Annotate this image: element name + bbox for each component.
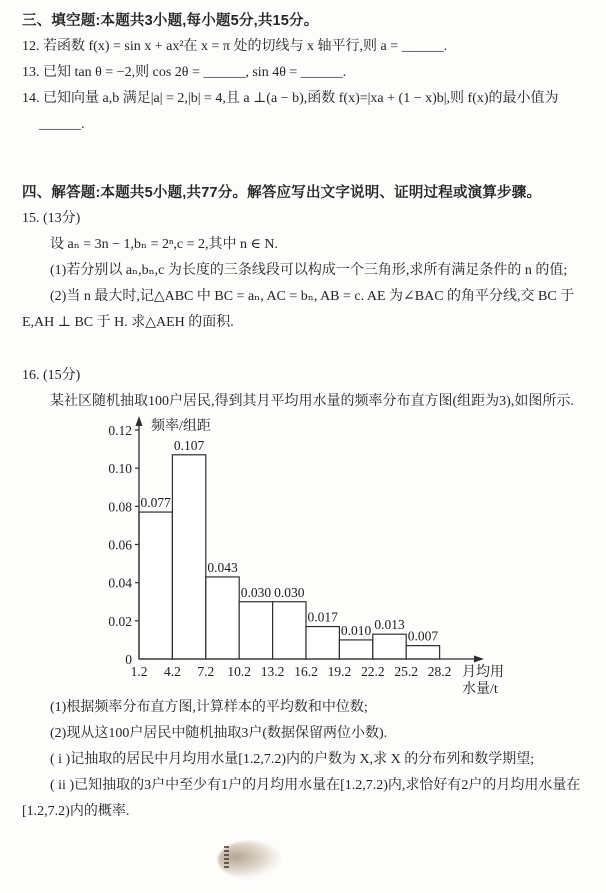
question-16-part2-i: ( i )记抽取的居民中月均用水量[1.2,7.2)内的户数为 X,求 X 的分布列和数学期望; [50, 752, 535, 767]
y-tick-label: 0 [125, 652, 132, 667]
question-15-part2: (2)当 n 最大时,记△ABC 中 BC = aₙ, AC = bₙ, AB = c. AE 为∠BAC 的角平分线,交 BC 于 E,AH ⊥ BC 于 H. 求△AEH 的面积. [22, 289, 575, 330]
histogram-bar [373, 634, 406, 659]
histogram-bar [273, 602, 306, 659]
section4-heading: 四、解答题:本题共5小题,共77分。解答应写出文字说明、证明过程或演算步骤。 [22, 185, 542, 201]
x-tick-label: 25.2 [394, 664, 419, 679]
bar-value-label: 0.043 [207, 559, 238, 575]
x-axis-arrow [474, 656, 484, 663]
bar-value-label: 0.030 [240, 584, 272, 600]
bar-value-label: 0.030 [274, 584, 305, 600]
question-15-part1: (1)若分别以 aₙ,bₙ,c 为长度的三条线段可以构成一个三角形,求所有满足条件的 n 的值; [50, 263, 568, 278]
question-15-number: 15. (13分) [22, 211, 81, 226]
y-tick-label: 0.06 [108, 537, 132, 553]
y-tick-label: 0.12 [108, 423, 132, 438]
x-tick-label: 28.2 [427, 664, 452, 679]
y-tick-label: 0.04 [108, 575, 132, 591]
frequency-histogram-svg [0, 415, 606, 695]
histogram-bar [306, 627, 339, 659]
x-axis-title-line1: 月均用 [462, 665, 504, 680]
bar-value-label: 0.010 [340, 622, 372, 638]
y-axis-arrow [136, 416, 143, 426]
question-16-part1: (1)根据频率分布直方图,计算样本的平均数和中位数; [50, 700, 368, 715]
y-tick-label: 0.02 [108, 613, 132, 629]
y-tick-label: 0.08 [108, 499, 132, 515]
x-tick-label: 1.2 [130, 664, 148, 679]
y-tick-label: 0.10 [108, 461, 132, 477]
section3-heading: 三、填空题:本题共3小题,每小题5分,共15分。 [22, 13, 319, 29]
histogram-bar [172, 455, 205, 659]
histogram-bar [339, 640, 372, 659]
question-15-intro: 设 aₙ = 3n − 1,bₙ = 2ⁿ,c = 2,其中 n ∈ N. [50, 237, 279, 252]
question-14: 14. 已知向量 a,b 满足|a| = 2,|b| = 4,且 a ⊥(a − b),函数 f(x)=|xa + (1 − x)b|,则 f(x)的最小值为______. [22, 91, 559, 132]
histogram-bar [139, 512, 172, 659]
x-tick-label: 19.2 [327, 664, 352, 679]
histogram-bar [406, 646, 439, 659]
y-axis-title: 频率/组距 [151, 419, 211, 434]
question-16-part2-ii: ( ii )已知抽取的3户中至少有1户的月均用水量在[1.2,7.2)内,求恰好有2户的月均用水量在[1.2,7.2)内的概率. [22, 778, 581, 819]
bar-value-label: 0.107 [173, 437, 205, 453]
bar-value-label: 0.077 [140, 495, 171, 511]
bar-value-label: 0.017 [307, 609, 338, 625]
histogram-bar [206, 577, 239, 659]
scan-smudge-mark [224, 846, 229, 868]
x-tick-label: 7.2 [197, 664, 215, 679]
bar-value-label: 0.013 [374, 617, 405, 633]
x-tick-label: 13.2 [260, 664, 285, 679]
question-12: 12. 若函数 f(x) = sin x + ax²在 x = π 处的切线与 x 轴平行,则 a = ______. [22, 39, 448, 54]
question-16-number: 16. (15分) [22, 368, 81, 383]
x-axis-title-line2: 水量/t [462, 682, 498, 695]
question-16-part2: (2)现从这100户居民中随机抽取3户(数据保留两位小数). [50, 726, 388, 741]
question-13: 13. 已知 tan θ = −2,则 cos 2θ = ______, sin 4θ = ______. [22, 65, 347, 80]
frequency-histogram [0, 415, 588, 695]
bar-value-label: 0.007 [407, 628, 439, 644]
x-tick-label: 10.2 [227, 664, 252, 679]
x-tick-label: 22.2 [360, 664, 385, 679]
question-16-intro: 某社区随机抽取100户居民,得到其月平均用水量的频率分布直方图(组距为3),如图所示. [50, 394, 574, 409]
histogram-bar [239, 602, 272, 659]
x-tick-label: 4.2 [163, 664, 181, 679]
x-tick-label: 16.2 [294, 664, 318, 679]
